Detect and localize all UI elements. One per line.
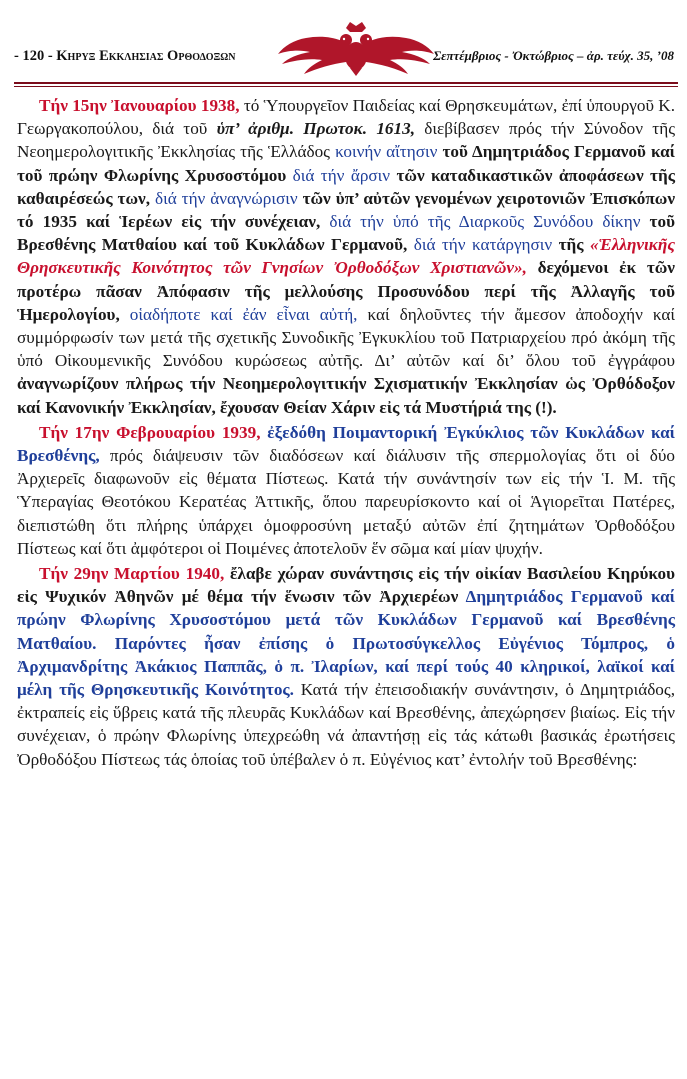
text-span: Κατά τήν ἐπεισοδιακήν συνάντησιν, ὁ Δημητριάδος, ἐκτραπείς εἰς ὕβρεις κατά τῆς πλευρᾶς Κυκλάδων καί Βρεσθένης, ἀπεχώρησεν βιαίως. Εἰς τήν συνέχειαν, ὁ πρώην Φλωρίνης ὑπεχρεώθη νά ἀπαντήσῃ εἰς τάς κάτωθι βασικάς ἐρωτήσεις Ὀρθοδόξου Πίστεως τάς ὁποίας τοῦ ὑπέβαλεν ὁ π. Εὐγένιος κατ’ ἐντολήν τοῦ Βρεσθένης: [17, 680, 675, 769]
text-span: καί δηλοῦντες τήν ἄμεσον ἀποδοχήν καί συμμόρφωσίν των μετά τῆς σχετικῆς Συνοδικῆς Ἐγκυκλίου τοῦ Πατριαρχείου πρό ἀκόμη τῆς ὑπό Οἰκουμενικῆς Συνόδου κυρώσεως αὐτῆς. Δι’ αὐτῶν καί δι’ ὅλου τοῦ ἐγγράφου [17, 304, 675, 371]
text-bold: ἀναγνωρίζουν πλήρως τήν Νεοημερολογιτικήν Σχισματικήν Ἐκκλησίαν ὡς Ὀρθόδοξον καί Κανονικήν Ἐκκλησίαν, ἔχουσαν Θείαν Χάριν εἰς τά Μυστήριά της (!). [17, 374, 675, 417]
text-bold: ἔλαβε χώραν συνάντησις εἰς τήν οἰκίαν Βασιλείου Κηρύκου εἰς Ψυχικόν Ἀθηνῶν μέ θέμα τήν ἕνωσιν τῶν Ἀρχιερέων [17, 564, 675, 607]
text-bold: τοῦ Δημητριάδος Γερμανοῦ καί τοῦ πρώην Φλωρίνης Χρυσοστόμου [17, 142, 676, 185]
text-span: πρός διάψευσιν τῶν διαδόσεων καί διάλυσιν τῆς σπερμολογίας ὅτι οἱ δύο Ἀρχιερεῖς διαφωνοῦν εἰς θέματα Πίστεως. Κατά τήν συνάντησίν των εἰς τήν Ἱ. Μ. τῆς Ὑπεραγίας Θεοτόκου Κερατέας Ἀττικῆς, ὅπου παρευρίσκοντο καί οἱ Ἁγιορεῖται Πατέρες, διεπιστώθη ὅτι πλήρης ὑπάρχει ὁμοφροσύνη μεταξύ αὐτῶν ἐπί ζητημάτων Ὀρθοδόξου Πίστεως καί ὅτι ἀμφότεροι οἱ Ποιμένες ἀποτελοῦν ἕν σῶμα καί μίαν ψυχήν. [17, 446, 675, 558]
article-body [17, 94, 675, 773]
text-bold: τῆς [552, 235, 590, 255]
protocol-ref: ὑπ’ ἀριθμ. Πρωτοκ. 1613, [216, 119, 415, 139]
date-1939: Τήν 17ην Φεβρουαρίου 1939, [39, 422, 261, 442]
highlight-blue: διά τήν ἀναγνώρισιν [154, 188, 298, 208]
paragraph-1939 [17, 421, 675, 560]
header-left-text: - 120 - Κηρυξ Εκκλησιας Ορθοδοξων [14, 48, 236, 64]
header-right-text: Σεπτέμβριος - Ὀκτώβριος – ἀρ. τεύχ. 35, ’08 [433, 48, 674, 63]
date-1940: Τήν 29ην Μαρτίου 1940, [39, 564, 225, 584]
highlight-blue: διά τήν ἄρσιν [292, 165, 391, 185]
community-name: «Ἑλληνικῆς Θρησκευτικῆς Κοινότητος τῶν Γνησίων Ὀρθοδόξων Χριστιανῶν», [17, 235, 675, 278]
text-span: τό Ὑπουργεῖον Παιδείας καί Θρησκευμάτων, ἐπί ὑπουργοῦ Κ. Γεωργακοπούλου, διά τοῦ [17, 96, 675, 139]
highlight-blue: κοινήν αἴτησιν [335, 142, 438, 162]
header-rule-thin [14, 86, 678, 87]
paragraph-1938 [17, 94, 675, 419]
header-rule [14, 82, 678, 84]
text-bold: τῶν ὑπ’ αὐτῶν γενομένων χειροτονιῶν Ἐπισκόπων τό 1935 καί Ἱερέων εἰς τήν συνέχειαν, [17, 188, 675, 232]
text-bold: δεχόμενοι ἐκ τῶν προτέρω πᾶσαν Ἀπόφασιν τῆς μελλούσης Προσυνόδου περί τῆς Ἀλλαγῆς τοῦ Ἡμερολογίου, [17, 258, 675, 324]
text-bold: τοῦ Βρεσθένης Ματθαίου καί τοῦ Κυκλάδων Γερμανοῦ, [17, 212, 675, 255]
double-headed-eagle-icon [276, 20, 436, 76]
text-bold: τῶν καταδικαστικῶν ἀποφάσεων τῆς καθαιρέσεώς των, [17, 165, 675, 208]
text-span: διεβίβασεν πρός τήν Σύνοδον τῆς Νεοημερολογιτικῆς Ἐκκλησίας τῆς Ἑλλάδος [17, 119, 675, 162]
highlight-blue: διά τήν ὑπό τῆς Διαρκοῦς Συνόδου δίκην [329, 212, 641, 232]
page-header [14, 30, 674, 64]
date-1938: Τήν 15ην Ἰανουαρίου 1938, [39, 96, 240, 115]
paragraph-1940 [17, 562, 675, 771]
highlight-blue: οἱαδήποτε καί ἐάν εἶναι αὐτή, [129, 304, 358, 324]
highlight-blue: ἐξεδόθη Ποιμαντορική Ἐγκύκλιος τῶν Κυκλάδων καί Βρεσθένης, [17, 422, 675, 466]
highlight-blue: διά τήν κατάργησιν [413, 235, 553, 255]
highlight-blue: Δημητριάδος Γερμανοῦ καί πρώην Φλωρίνης Χρυσοστόμου μετά τῶν Κυκλάδων Γερμανοῦ καί Βρεσθένης Ματθαίου. Παρόντες ἦσαν ἐπίσης ὁ Πρωτοσύγκελλος Εὐγένιος Τόμπρος, ὁ Ἀρχιμανδρίτης Ἀκάκιος Παππᾶς, ὁ π. Ἰλαρίων, καί περί τούς 40 κληρικοί, λαϊκοί καί μέλη τῆς Θρησκευτικῆς Κοινότητος. [17, 587, 675, 700]
